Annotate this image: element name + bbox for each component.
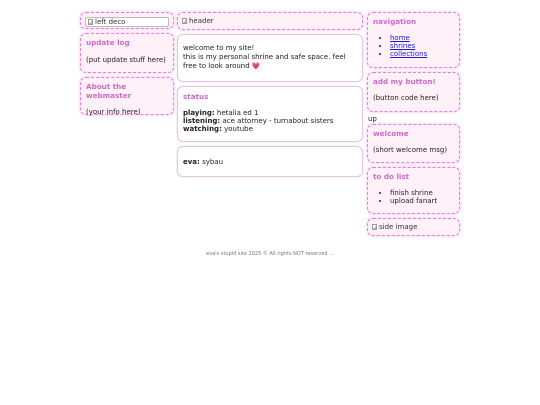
broken-image-icon bbox=[372, 224, 377, 230]
status-box bbox=[177, 86, 363, 142]
nav-link-collections[interactable]: collections bbox=[390, 50, 428, 58]
left-column bbox=[80, 12, 174, 119]
left-deco-alt: left deco bbox=[95, 18, 126, 26]
todo-item: • finish shrine bbox=[390, 189, 454, 197]
nav-link-home[interactable]: home bbox=[390, 34, 410, 42]
broken-image-icon bbox=[88, 19, 93, 25]
navigation-box bbox=[367, 12, 460, 68]
status-list bbox=[183, 109, 357, 133]
header-alt: header bbox=[189, 17, 214, 25]
side-image-box bbox=[367, 218, 460, 236]
eva-value: sybau bbox=[202, 158, 224, 166]
update-log-text: (put update stuff here) bbox=[86, 56, 166, 64]
welcome-side-title: welcome bbox=[373, 129, 409, 138]
navigation-list bbox=[373, 34, 454, 58]
todo-box bbox=[367, 167, 460, 214]
eva-box bbox=[177, 146, 363, 177]
about-box bbox=[80, 77, 174, 115]
right-column bbox=[367, 12, 460, 240]
status-item: watching: youtube bbox=[183, 125, 253, 133]
welcome-line-1: welcome to my site! bbox=[183, 44, 255, 52]
navigation-title: navigation bbox=[373, 17, 417, 26]
nav-item-shrines bbox=[390, 42, 454, 50]
todo-item: • upload fanart bbox=[390, 197, 454, 205]
left-deco-box bbox=[80, 12, 174, 29]
broken-image-icon bbox=[182, 18, 187, 24]
welcome-text: this is my personal shrine and safe space. feel free to look around bbox=[183, 53, 346, 70]
heart-icon: 💗 bbox=[251, 62, 261, 70]
header-image bbox=[182, 17, 214, 25]
eva-label: eva: bbox=[183, 158, 200, 166]
add-button-box bbox=[367, 72, 460, 112]
side-image bbox=[372, 223, 417, 231]
nav-item-collections bbox=[390, 50, 454, 58]
todo-list bbox=[373, 189, 454, 205]
footer: eva's stupid site 2025 © All rights NOT reserved ... bbox=[206, 251, 334, 257]
status-title: status bbox=[183, 92, 209, 101]
status-item: listening: ace attorney - turnabout sisters bbox=[183, 117, 334, 125]
side-image-alt: side image bbox=[379, 223, 418, 231]
left-deco-image bbox=[85, 17, 169, 27]
header-box bbox=[177, 12, 363, 30]
welcome-box bbox=[177, 34, 363, 82]
update-log-box bbox=[80, 33, 174, 73]
welcome-line-2 bbox=[183, 53, 357, 71]
status-item: playing: hetalia ed 1 bbox=[183, 109, 259, 117]
nav-item-home bbox=[390, 34, 454, 42]
about-text: (your info here) bbox=[86, 108, 141, 116]
todo-title: to do list bbox=[373, 172, 410, 181]
add-button-title: add my button! bbox=[373, 77, 436, 86]
update-log-title: update log bbox=[86, 38, 130, 47]
nav-link-shrines[interactable]: shrines bbox=[390, 42, 416, 50]
about-title: About the webmaster bbox=[86, 82, 132, 100]
welcome-side-text: (short welcome msg) bbox=[373, 146, 448, 154]
welcome-side-box bbox=[367, 124, 460, 163]
up-text: up bbox=[368, 115, 377, 123]
main-column bbox=[177, 12, 363, 181]
button-code-text: (button code here) bbox=[373, 94, 439, 102]
